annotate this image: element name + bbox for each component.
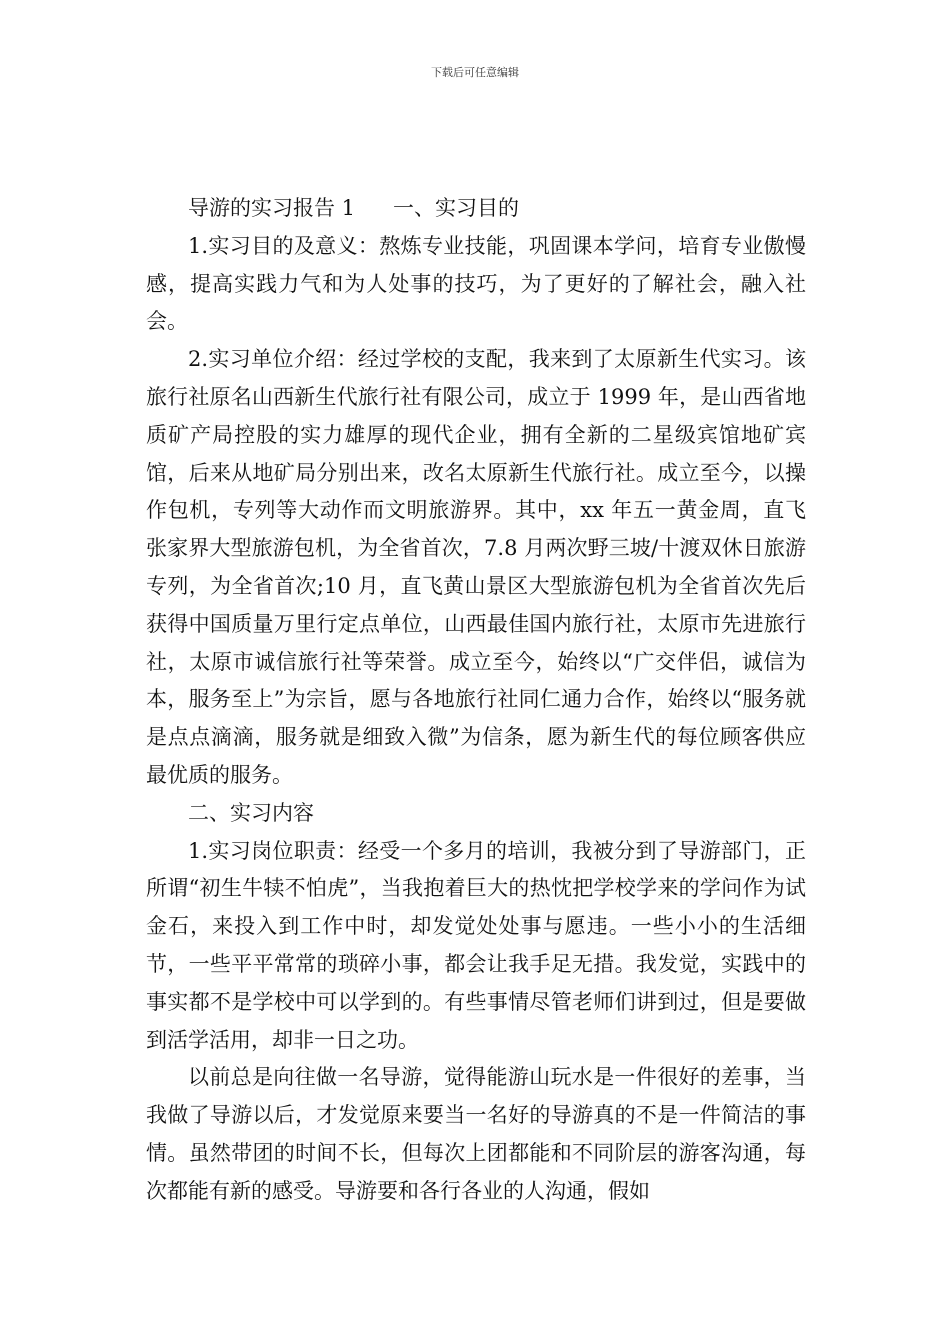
paragraph: 1.实习岗位职责：经受一个多月的培训，我被分到了导游部门，正所谓“初生牛犊不怕虎”，当我抱着巨大的热忱把学校学来的学问作为试金石，来投入到工作中时，却发觉处处事与愿违。一些小小的生活细节，一些平平常常的琐碎小事，都会让我手足无措。我发觉，实践中的事实都不是学校中可以学到的。有些事情尽管老师们讲到过，但是要做到活学活用，却非一日之功。 — [146, 838, 806, 1052]
section-heading-2: 二、实习内容 — [188, 800, 314, 825]
paragraph: 1.实习目的及意义：熬炼专业技能，巩固课本学问，培育专业傲慢感，提高实践力气和为人处事的技巧，为了更好的了解社会，融入社会。 — [146, 233, 806, 334]
paragraph: 以前总是向往做一名导游，觉得能游山玩水是一件很好的差事，当我做了导游以后，才发觉原来要当一名好的导游真的不是一件简洁的事情。虽然带团的时间不长，但每次上团都能和不同阶层的游客沟通，每次都能有新的感受。导游要和各行各业的人沟通，假如 — [146, 1065, 806, 1203]
section-heading-1: 一、实习目的 — [393, 196, 520, 220]
paragraph: 2.实习单位介绍：经过学校的支配，我来到了太原新生代实习。该旅行社原名山西新生代旅行社有限公司，成立于 1999 年，是山西省地质矿产局控股的实力雄厚的现代企业，拥有全新的二星级宾馆地矿宾馆，后来从地矿局分别出来，改名太原新生代旅行社。成立至今，以操作包机，专列等大动作而文明旅游界。其中，xx 年五一黄金周，直飞张家界大型旅游包机，为全省首次，7.8 月两次野三坡/十渡双休日旅游专列，为全省首次;10 月，直飞黄山景区大型旅游包机为全省首次先后获得中国质量万里行定点单位，山西最佳国内旅行社，太原市先进旅行社，太原市诚信旅行社等荣誉。成立至今，始终以“广交伴侣，诚信为本，服务至上”为宗旨，愿与各地旅行社同仁通力合作，始终以“服务就是点点滴滴，服务就是细致入微”为信条，愿为新生代的每位顾客供应最优质的服务。 — [146, 347, 806, 787]
title-line — [146, 190, 806, 228]
document-body — [146, 190, 806, 1211]
document-title: 导游的实习报告 1 — [188, 196, 356, 220]
page-header: 下载后可任意编辑 — [431, 66, 519, 79]
